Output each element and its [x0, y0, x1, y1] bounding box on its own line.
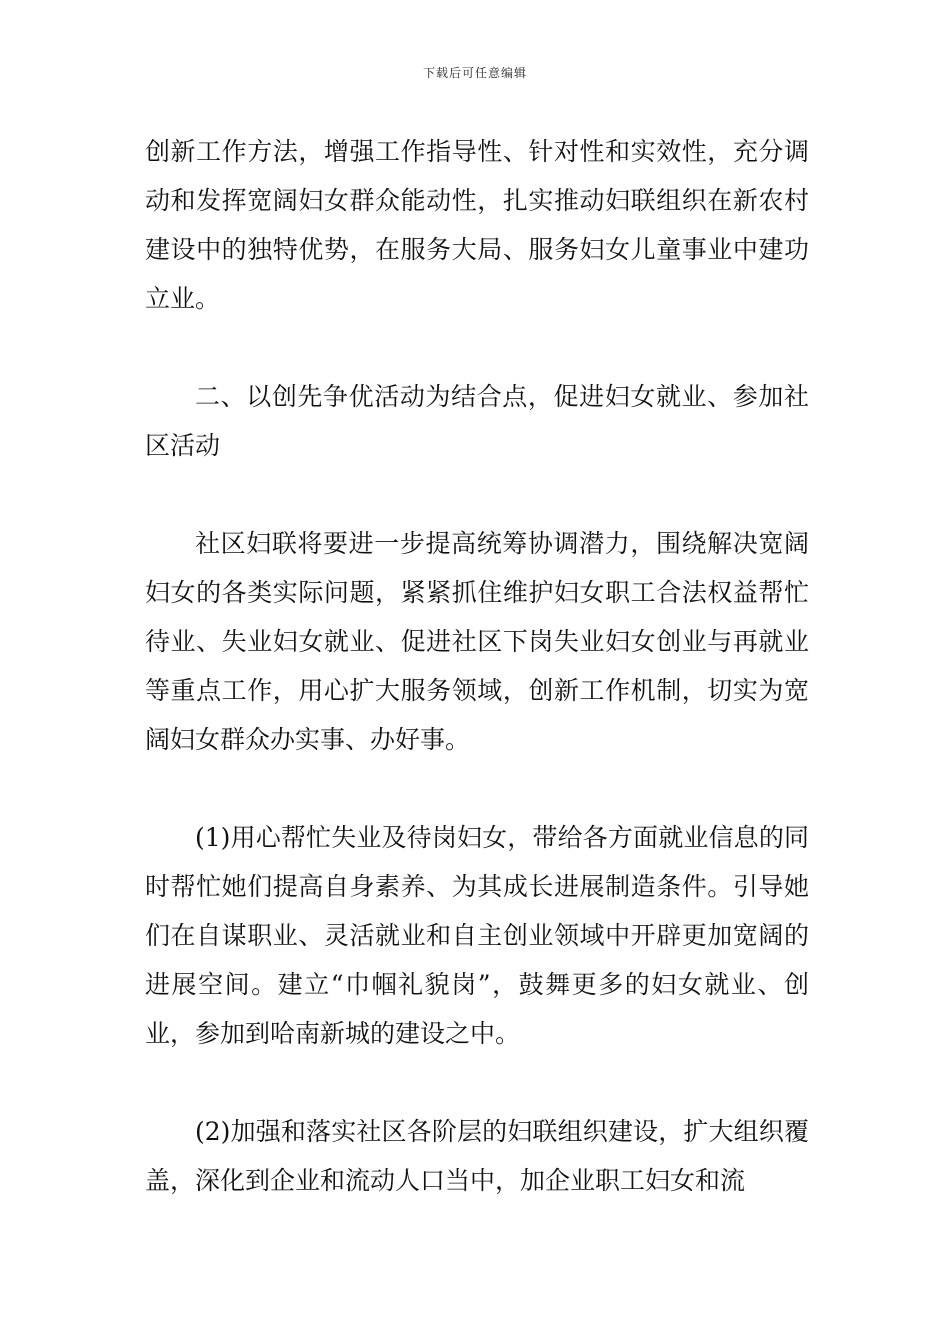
paragraph-item-1: (1)用心帮忙失业及待岗妇女，带给各方面就业信息的同时帮忙她们提高自身素养、为其成长进展制造条件。引导她们在自谋职业、灵活就业和自主创业领域中开辟更加宽阔的进展空间。建立“巾帼礼貌岗”，鼓舞更多的妇女就业、创业，参加到哈南新城的建设之中。 — [145, 823, 809, 1048]
paragraph-item-2: (2)加强和落实社区各阶层的妇联组织建设，扩大组织覆盖，深化到企业和流动人口当中，加企业职工妇女和流 — [145, 1117, 809, 1195]
paragraph-spacer — [145, 764, 809, 813]
paragraph-spacer — [145, 323, 809, 372]
paragraph-community-work: 社区妇联将要进一步提高统筹协调潜力，围绕解决宽阔妇女的各类实际问题，紧紧抓住维护妇女职工合法权益帮忙待业、失业妇女就业、促进社区下岗失业妇女创业与再就业等重点工作，用心扩大服务领域，创新工作机制，切实为宽阔妇女群众办实事、办好事。 — [145, 529, 809, 754]
document-body — [145, 127, 809, 1205]
paragraph-intro-continued: 创新工作方法，增强工作指导性、针对性和实效性，充分调动和发挥宽阔妇女群众能动性，扎实推动妇联组织在新农村建设中的独特优势，在服务大局、服务妇女儿童事业中建功立业。 — [145, 137, 809, 313]
page-header-note: 下载后可任意编辑 — [422, 66, 527, 80]
paragraph-spacer — [145, 1058, 809, 1107]
paragraph-spacer — [145, 470, 809, 519]
section-heading-2: 二、以创先争优活动为结合点，促进妇女就业、参加社区活动 — [145, 382, 809, 460]
